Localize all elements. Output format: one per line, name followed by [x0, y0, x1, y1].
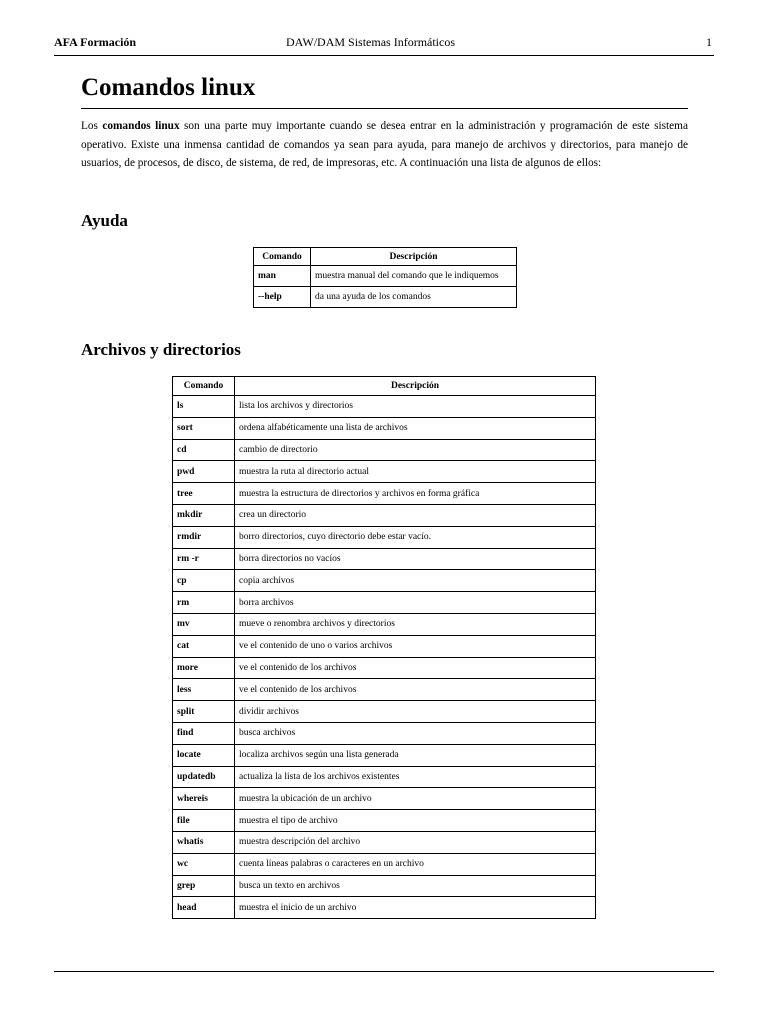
description-cell: muestra la ubicación de un archivo [235, 788, 596, 810]
column-header-descripcion: Descripción [235, 377, 596, 396]
table-row [173, 788, 596, 810]
table-row [173, 810, 596, 832]
description-cell: muestra la estructura de directorios y archivos en forma gráfica [235, 483, 596, 505]
command-cell: cat [173, 635, 235, 657]
description-cell: muestra la ruta al directorio actual [235, 461, 596, 483]
table-row [173, 417, 596, 439]
table-row [173, 526, 596, 548]
intro-paragraph [81, 117, 688, 173]
description-cell: actualiza la lista de los archivos existentes [235, 766, 596, 788]
table-row [254, 287, 517, 308]
command-cell: grep [173, 875, 235, 897]
table-row [173, 613, 596, 635]
table-row [173, 592, 596, 614]
title-divider [81, 108, 688, 109]
description-cell: borra archivos [235, 592, 596, 614]
command-cell: updatedb [173, 766, 235, 788]
description-cell: muestra el tipo de archivo [235, 810, 596, 832]
table-row [173, 504, 596, 526]
command-cell: mv [173, 613, 235, 635]
command-cell: rm [173, 592, 235, 614]
table-row [173, 439, 596, 461]
description-cell: mueve o renombra archivos y directorios [235, 613, 596, 635]
description-cell: borro directorios, cuyo directorio debe estar vacío. [235, 526, 596, 548]
description-cell: cambio de directorio [235, 439, 596, 461]
description-cell: ve el contenido de los archivos [235, 679, 596, 701]
command-cell: file [173, 810, 235, 832]
page-title: Comandos linux [81, 74, 256, 101]
table-row [173, 635, 596, 657]
table-row [173, 679, 596, 701]
section-heading-ayuda: Ayuda [81, 211, 128, 230]
table-row [173, 831, 596, 853]
table-row [173, 897, 596, 919]
command-cell: wc [173, 853, 235, 875]
command-cell: more [173, 657, 235, 679]
command-cell: whereis [173, 788, 235, 810]
table-row [173, 483, 596, 505]
table-row [173, 396, 596, 418]
description-cell: cuenta líneas palabras o caracteres en un archivo [235, 853, 596, 875]
description-cell: dividir archivos [235, 701, 596, 723]
table-row [173, 657, 596, 679]
command-cell: rm -r [173, 548, 235, 570]
ayuda-table [253, 247, 517, 308]
footer-divider [54, 971, 714, 972]
archivos-table-body [173, 396, 596, 919]
command-cell: sort [173, 417, 235, 439]
table-row [254, 266, 517, 287]
command-cell: rmdir [173, 526, 235, 548]
table-row [173, 875, 596, 897]
command-cell: cp [173, 570, 235, 592]
description-cell: muestra manual del comando que le indiquemos [311, 266, 517, 287]
description-cell: ve el contenido de los archivos [235, 657, 596, 679]
table-row [173, 722, 596, 744]
table-row [173, 701, 596, 723]
description-cell: muestra el inicio de un archivo [235, 897, 596, 919]
column-header-descripcion: Descripción [311, 248, 517, 266]
command-cell: whatis [173, 831, 235, 853]
table-row [173, 461, 596, 483]
command-cell: head [173, 897, 235, 919]
command-cell: man [254, 266, 311, 287]
table-header-row [173, 377, 596, 396]
archivos-table [172, 376, 596, 919]
intro-before: Los [81, 120, 103, 132]
table-header-row [254, 248, 517, 266]
description-cell: muestra descripción del archivo [235, 831, 596, 853]
description-cell: copia archivos [235, 570, 596, 592]
description-cell: localiza archivos según una lista generada [235, 744, 596, 766]
header-left: AFA Formación [54, 35, 137, 49]
table-row [173, 853, 596, 875]
command-cell: locate [173, 744, 235, 766]
intro-bold: comandos linux [102, 120, 180, 132]
column-header-comando: Comando [173, 377, 235, 396]
page-number: 1 [706, 35, 712, 49]
description-cell: lista los archivos y directorios [235, 396, 596, 418]
ayuda-table-body [254, 266, 517, 308]
command-cell: pwd [173, 461, 235, 483]
header-divider [54, 55, 714, 56]
table-row [173, 570, 596, 592]
description-cell: busca archivos [235, 722, 596, 744]
table-row [173, 548, 596, 570]
description-cell: borra directorios no vacíos [235, 548, 596, 570]
command-cell: mkdir [173, 504, 235, 526]
intro-after: son una parte muy importante cuando se desea entrar en la administración y programación de este sistema operativo. Existe una inmensa cantidad de comandos ya sean para ayuda, para manejo de archivos y directorios, para manejo de usuarios, de procesos, de disco, de sistema, de red, de impresoras, etc. A continuación una lista de algunos de ellos: [81, 120, 688, 169]
command-cell: --help [254, 287, 311, 308]
section-heading-archivos: Archivos y directorios [81, 340, 241, 359]
description-cell: busca un texto en archivos [235, 875, 596, 897]
header-center: DAW/DAM Sistemas Informáticos [286, 35, 456, 49]
table-row [173, 744, 596, 766]
column-header-comando: Comando [254, 248, 311, 266]
command-cell: ls [173, 396, 235, 418]
command-cell: split [173, 701, 235, 723]
description-cell: crea un directorio [235, 504, 596, 526]
command-cell: cd [173, 439, 235, 461]
command-cell: find [173, 722, 235, 744]
table-row [173, 766, 596, 788]
command-cell: tree [173, 483, 235, 505]
description-cell: da una ayuda de los comandos [311, 287, 517, 308]
command-cell: less [173, 679, 235, 701]
description-cell: ve el contenido de uno o varios archivos [235, 635, 596, 657]
description-cell: ordena alfabéticamente una lista de archivos [235, 417, 596, 439]
